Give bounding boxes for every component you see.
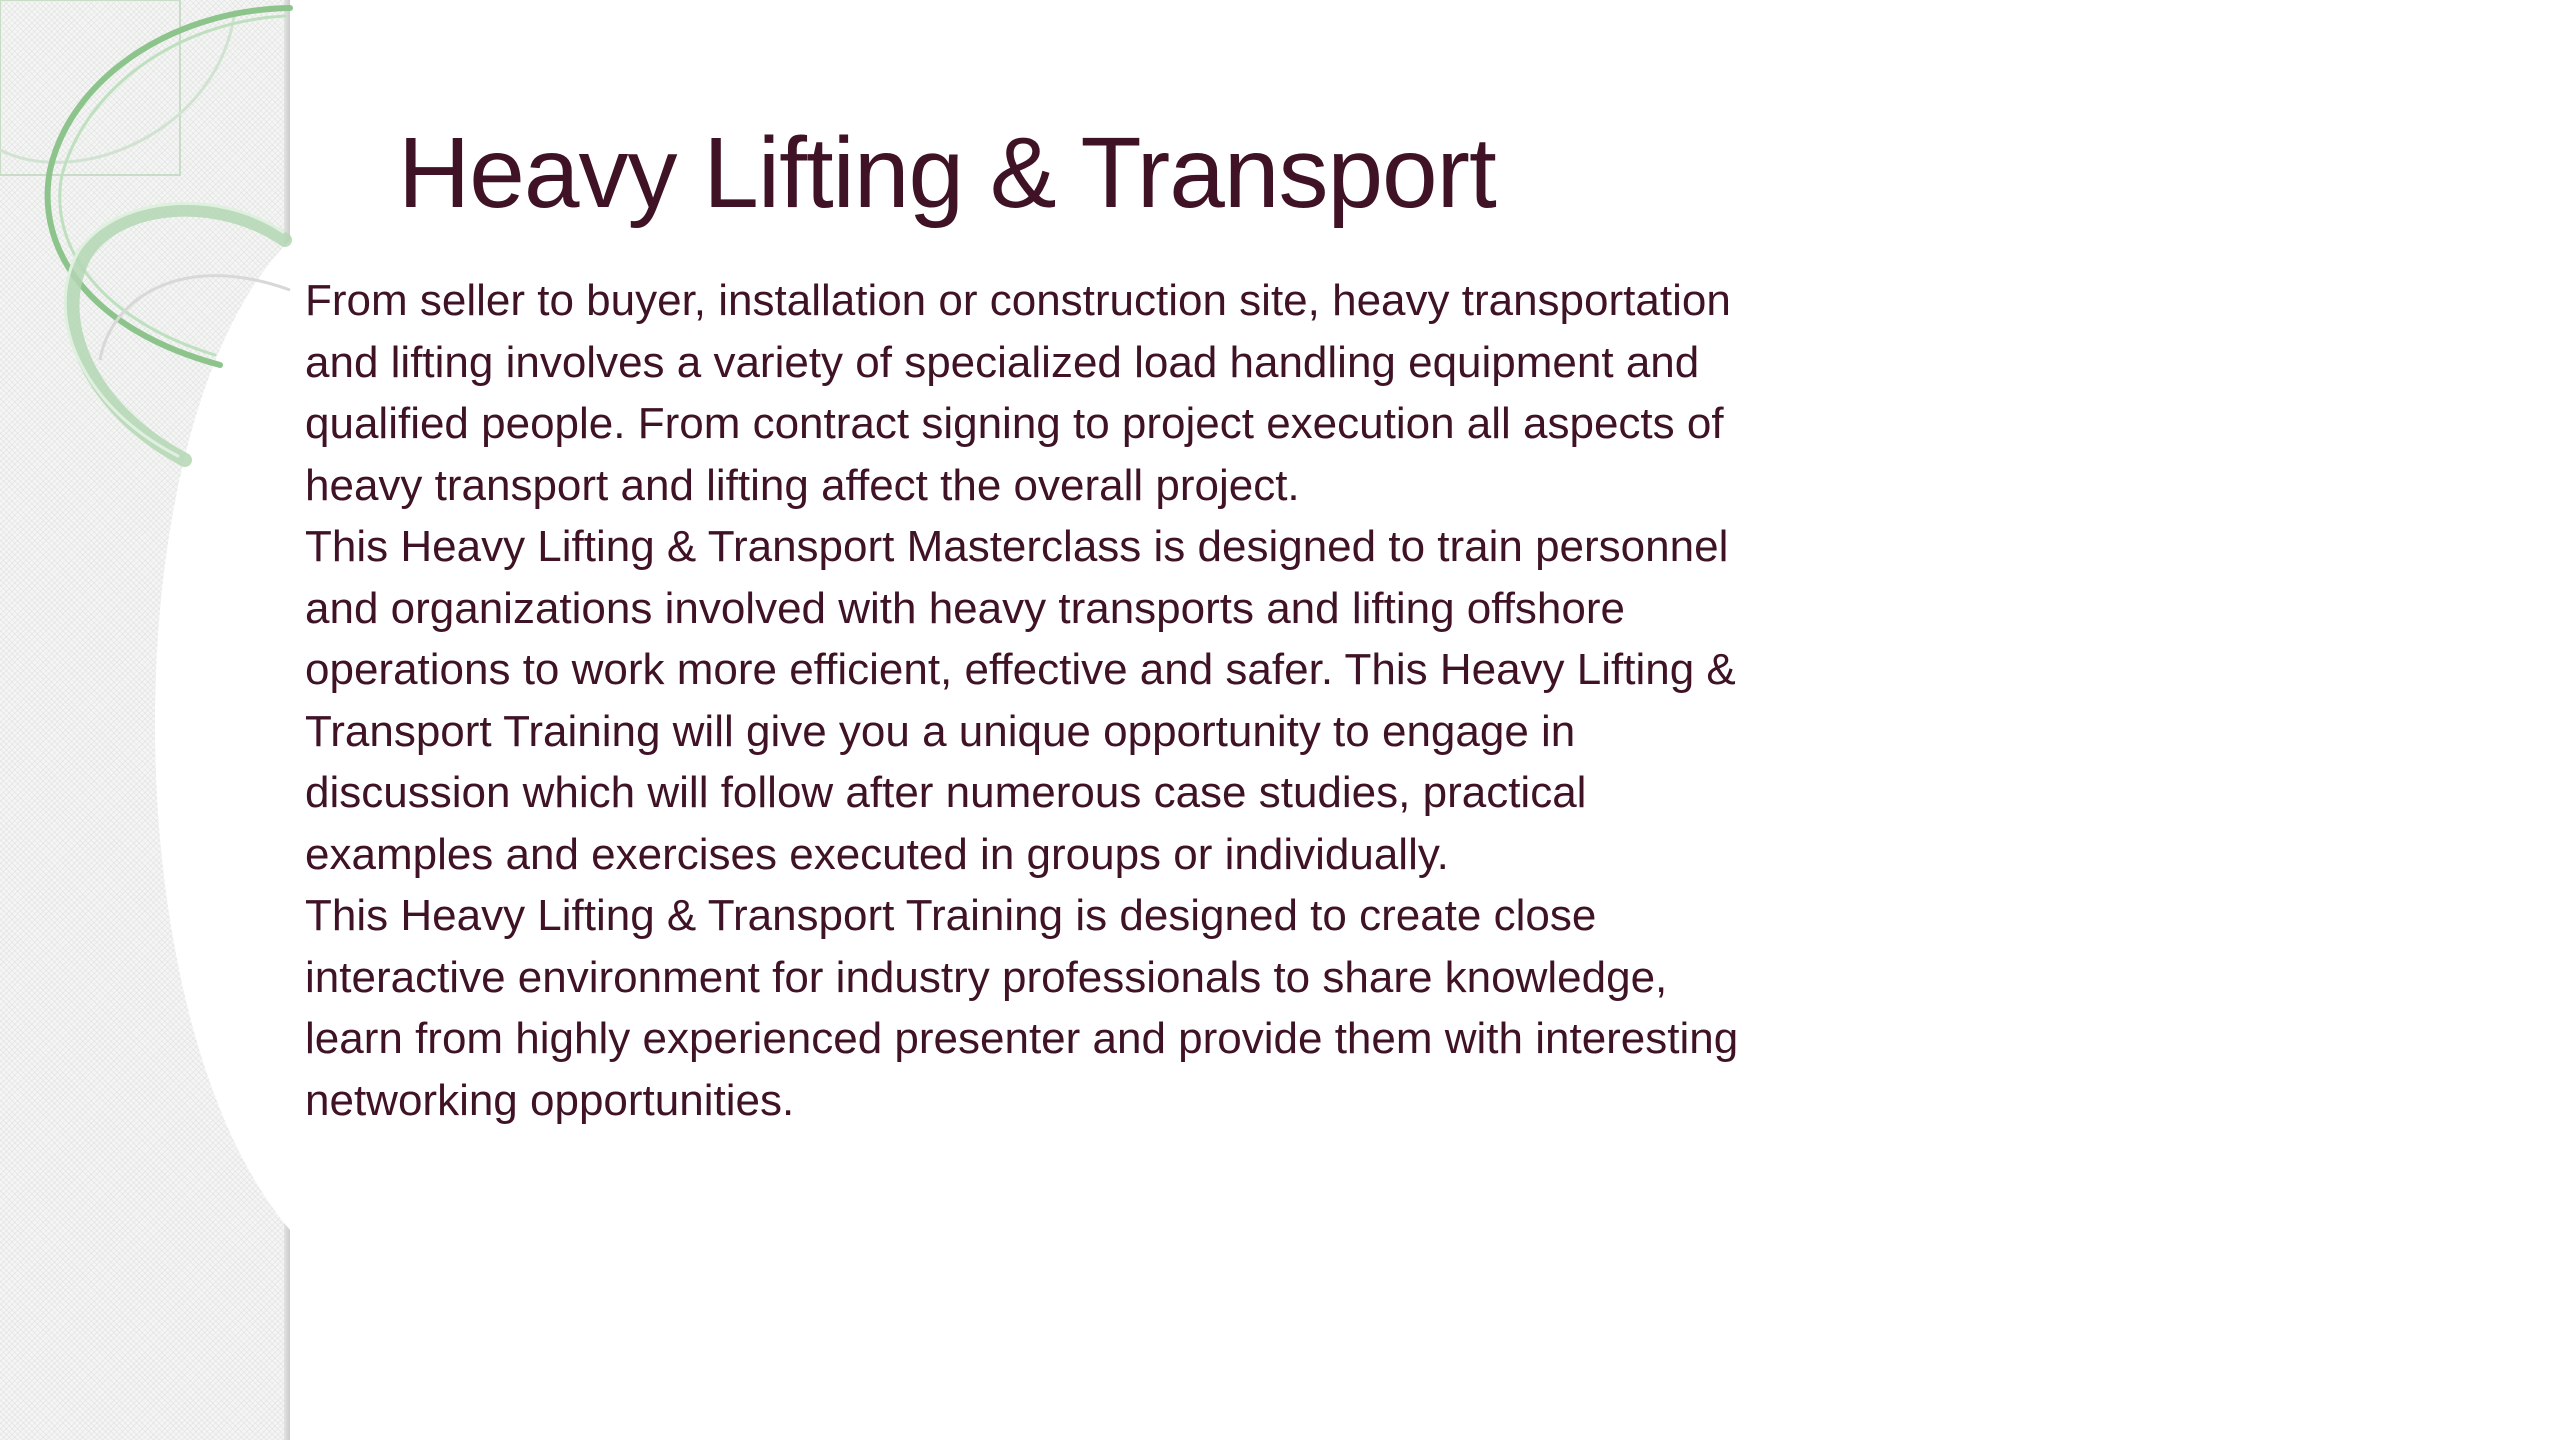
slide-title: Heavy Lifting & Transport <box>398 117 1496 229</box>
white-arc-shape <box>155 240 290 1230</box>
paragraph-intro: From seller to buyer, installation or construction site, heavy transportation and lifting involves a variety of specialized load handling equipment and qualified people. From contract signing to project execution all aspects of heavy transport and lifting affect the overall project. <box>305 276 1731 510</box>
paragraph-masterclass: This Heavy Lifting & Transport Masterclass is designed to train personnel and organizations involved with heavy transports and lifting offshore operations to work more efficient, effective and safer. This Heavy Lifting & Transport Training will give you a unique opportunity to engage in discussion which will follow after numerous case studies, practical examples and exercises executed in groups or individually. <box>305 522 1736 879</box>
slide-body <box>305 270 1775 1131</box>
corner-rectangle <box>0 0 180 175</box>
paragraph-networking: This Heavy Lifting & Transport Training is designed to create close interactive environment for industry professionals to share knowledge, learn from highly experienced presenter and provide them with interesting networking opportunities. <box>305 891 1739 1125</box>
